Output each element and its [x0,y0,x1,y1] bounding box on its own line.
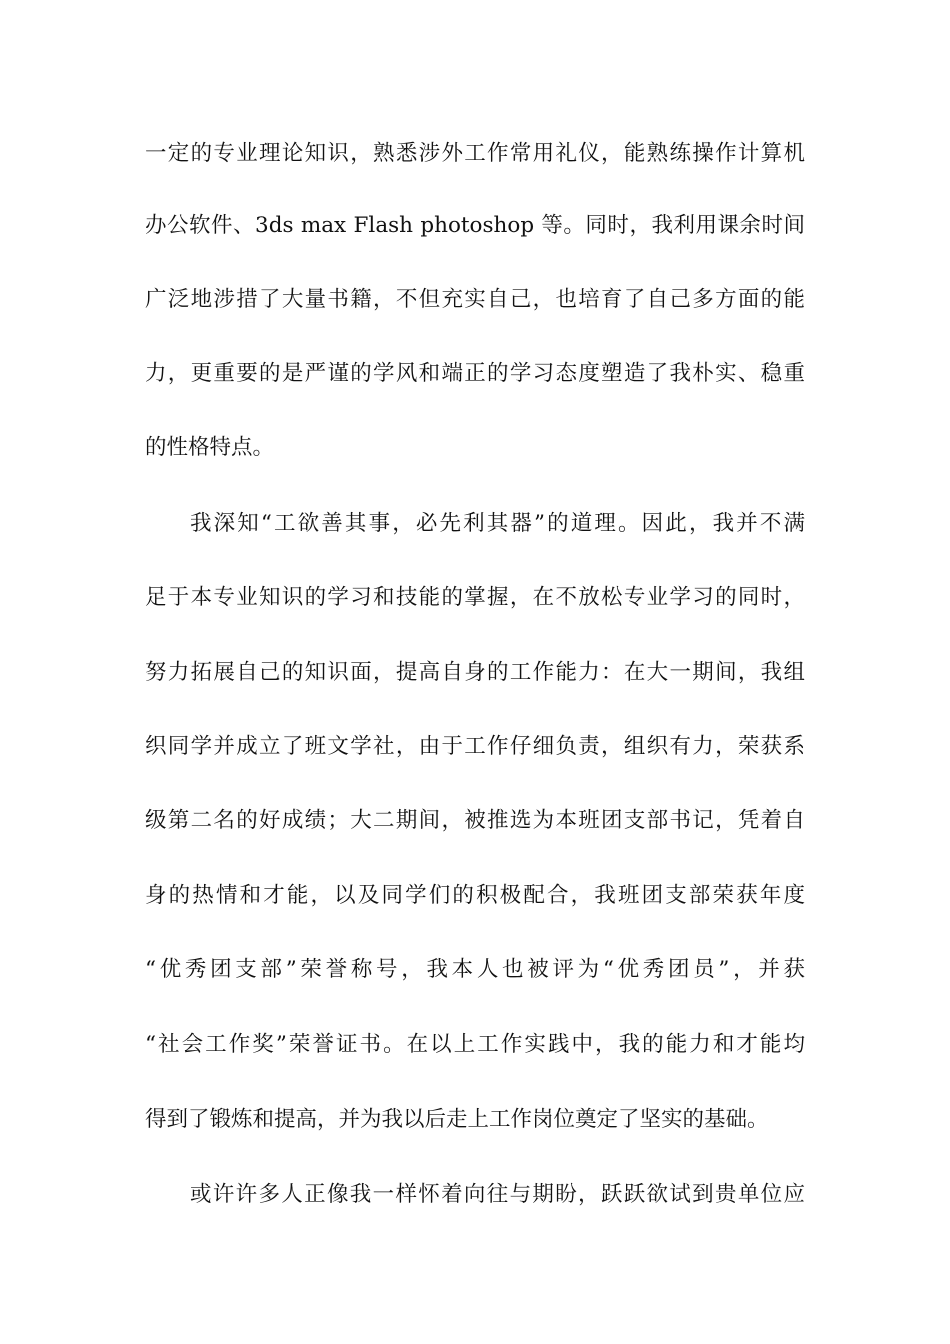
paragraph-line: 办公软件、3ds max Flash photoshop 等。同时，我利用课余时间 [145,213,805,238]
paragraph-line: 努力拓展自己的知识面，提高自身的工作能力：在大一期间，我组 [145,660,805,685]
paragraph-line: 的性格特点。 [145,435,275,460]
paragraph-line: 足于本专业知识的学习和技能的掌握，在不放松专业学习的同时， [145,585,805,610]
paragraph-line: “优秀团支部”荣誉称号，我本人也被评为“优秀团员”，并获 [145,957,805,982]
paragraph-line: 级第二名的好成绩；大二期间，被推选为本班团支部书记，凭着自 [145,808,805,833]
paragraph-line: 广泛地涉措了大量书籍，不但充实自己，也培育了自己多方面的能 [145,287,805,312]
paragraph-first-line: 或许许多人正像我一样怀着向往与期盼，跃跃欲试到贵单位应 [190,1182,805,1207]
paragraph-line: 力，更重要的是严谨的学风和端正的学习态度塑造了我朴实、稳重 [145,361,805,386]
paragraph-line: 一定的专业理论知识，熟悉涉外工作常用礼仪，能熟练操作计算机 [145,141,805,166]
paragraph-first-line: 我深知“工欲善其事，必先利其器”的道理。因此，我并不满 [190,511,805,536]
paragraph-line: 得到了锻炼和提高，并为我以后走上工作岗位奠定了坚实的基础。 [145,1107,769,1132]
paragraph-line: “社会工作奖”荣誉证书。在以上工作实践中，我的能力和才能均 [145,1032,805,1057]
paragraph-line: 织同学并成立了班文学社，由于工作仔细负责，组织有力，荣获系 [145,734,805,759]
paragraph-line: 身的热情和才能，以及同学们的积极配合，我班团支部荣获年度 [145,883,805,908]
